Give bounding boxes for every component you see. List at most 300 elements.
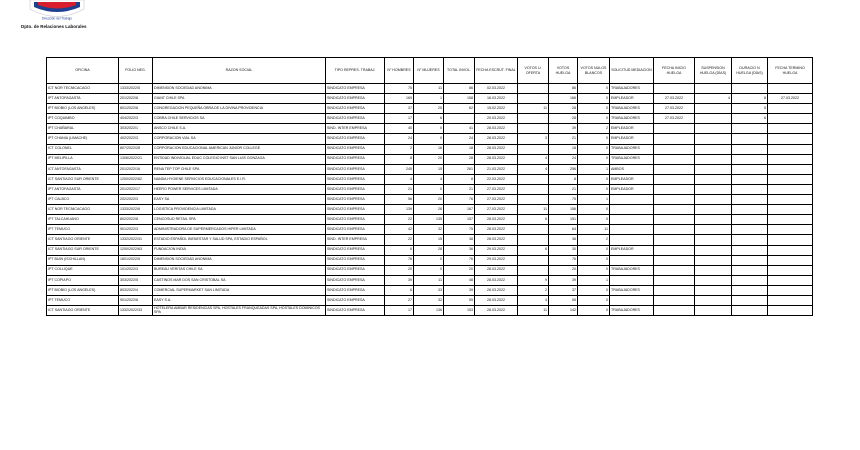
- table-row: [47, 285, 813, 295]
- table-cell: TRABAJADORES: [610, 144, 654, 154]
- table-cell: 2: [578, 124, 610, 134]
- table-cell: [654, 205, 695, 215]
- table-cell: [654, 306, 695, 316]
- table-cell: 201/2022/8: [119, 94, 153, 104]
- table-cell: HEERO POWER SERVICES LIMITADA: [153, 184, 326, 194]
- table-cell: 20.03.2022: [475, 114, 518, 124]
- table-cell: 0: [578, 154, 610, 164]
- table-cell: 18: [549, 144, 578, 154]
- table-cell: GIANT CHILE SPA: [153, 94, 326, 104]
- table-row: [47, 255, 813, 265]
- table-cell: 8: [732, 94, 768, 104]
- table-cell: [654, 195, 695, 205]
- table-cell: 156: [549, 205, 578, 215]
- table-cell: 2: [578, 235, 610, 245]
- column-header: RAZON SOCIAL: [153, 58, 326, 84]
- table-row: [47, 124, 813, 134]
- table-cell: IPT BUIN (ISCHILLAN): [47, 255, 119, 265]
- table-cell: 6: [732, 114, 768, 124]
- table-cell: 0: [578, 306, 610, 316]
- table-cell: SINDICATO EMPRESA: [326, 154, 385, 164]
- table-cell: SINDICATO EMPRESA: [326, 195, 385, 205]
- table-cell: 2: [518, 285, 549, 295]
- table-cell: [732, 245, 768, 255]
- table-cell: SINDICATO EMPRESA: [326, 104, 385, 114]
- table-cell: [768, 235, 813, 245]
- table-row: [47, 84, 813, 94]
- table-cell: 11: [414, 84, 444, 94]
- table-cell: SINDICATO EMPRESA: [326, 144, 385, 154]
- table-cell: [732, 215, 768, 225]
- table-cell: CORPORACION VIAL SA: [153, 134, 326, 144]
- table-cell: 166: [549, 94, 578, 104]
- table-cell: [610, 205, 654, 215]
- table-cell: 75: [549, 195, 578, 205]
- table-cell: 20: [385, 265, 414, 275]
- table-cell: 202/2022/3: [119, 195, 153, 205]
- table-cell: [654, 174, 695, 184]
- table-cell: SINDICATO EMPRESA: [326, 164, 385, 174]
- table-cell: [654, 144, 695, 154]
- table-cell: 39: [549, 275, 578, 285]
- table-cell: FUNDACION INDIA: [153, 245, 326, 255]
- table-cell: [695, 306, 732, 316]
- table-cell: 28.03.2022: [475, 295, 518, 305]
- table-row: [47, 104, 813, 114]
- table-row: [47, 195, 813, 205]
- table-cell: [695, 295, 732, 305]
- table-cell: 8: [385, 154, 414, 164]
- table-row: [47, 144, 813, 154]
- table-cell: 3: [518, 134, 549, 144]
- table-cell: 201/2022/17: [119, 184, 153, 194]
- table-cell: 0: [578, 205, 610, 215]
- table-cell: SINDICATO EMPRESA: [326, 134, 385, 144]
- table-cell: 6: [385, 285, 414, 295]
- table-cell: 4: [695, 94, 732, 104]
- table-cell: [518, 144, 549, 154]
- table-cell: 24: [549, 154, 578, 164]
- table-row: [47, 164, 813, 174]
- table-cell: HOTELERA AMBAR RESIDENCIAS SPA, HOSTALES FRANQUEADAS SPA, HOSTALES DOMINICOS SPA: [153, 306, 326, 316]
- table-cell: ANSCO CHILE S.A.: [153, 124, 326, 134]
- table-cell: 27.03.2022: [475, 205, 518, 215]
- table-cell: 256: [549, 164, 578, 174]
- table-cell: [732, 174, 768, 184]
- table-cell: 18: [444, 144, 475, 154]
- table-cell: 28: [444, 154, 475, 164]
- table-row: [47, 225, 813, 235]
- table-cell: [695, 114, 732, 124]
- table-cell: CASTINOS MAR DOS SAN CRISTOBAL SA: [153, 275, 326, 285]
- table-cell: SINDICATO EMPRESA: [326, 184, 385, 194]
- table-cell: 28.03.2022: [475, 225, 518, 235]
- table-cell: 1333/2022/8: [119, 205, 153, 215]
- table-cell: 0: [414, 184, 444, 194]
- table-cell: 0: [578, 255, 610, 265]
- table-cell: 22.03.2022: [475, 174, 518, 184]
- table-cell: [768, 195, 813, 205]
- table-cell: 39: [549, 124, 578, 134]
- table-cell: 0: [578, 174, 610, 184]
- table-cell: 20: [549, 265, 578, 275]
- table-cell: 39: [385, 275, 414, 285]
- table-cell: NANDA HYGIENE SERVICIOS EDUCACIONALES E.I.R.: [153, 174, 326, 184]
- table-cell: 21.03.2022: [475, 164, 518, 174]
- table-cell: [732, 225, 768, 235]
- table-cell: [695, 245, 732, 255]
- table-cell: 27: [385, 295, 414, 305]
- table-cell: [768, 225, 813, 235]
- table-cell: [695, 225, 732, 235]
- table-cell: 11: [518, 104, 549, 114]
- table-cell: [732, 144, 768, 154]
- table-cell: 27.03.2022: [654, 104, 695, 114]
- table-cell: ICT NOR TECNICACAGO: [47, 84, 119, 94]
- table-cell: 28.03.2022: [475, 265, 518, 275]
- table-cell: 802/2022/8: [119, 215, 153, 225]
- table-cell: 17: [385, 114, 414, 124]
- table-cell: SINDICATO EMPRESA: [326, 306, 385, 316]
- table-cell: 15.02.2022: [475, 104, 518, 114]
- column-header: FECHA ESCRUT. FINAL: [475, 58, 518, 84]
- table-cell: ICT NOR TECNICACAGO: [47, 205, 119, 215]
- table-cell: [654, 245, 695, 255]
- table-cell: 39: [444, 285, 475, 295]
- table-cell: [768, 154, 813, 164]
- table-cell: [768, 164, 813, 174]
- table-cell: 28.03.2022: [475, 124, 518, 134]
- table-cell: 40: [385, 124, 414, 134]
- table-cell: [518, 84, 549, 94]
- table-cell: 28: [414, 245, 444, 255]
- table-cell: 0: [414, 134, 444, 144]
- table-cell: [768, 215, 813, 225]
- table-cell: IPT CHAÑARAL: [47, 124, 119, 134]
- table-cell: 36: [549, 235, 578, 245]
- column-header: OFICINA: [47, 58, 119, 84]
- table-cell: 42: [385, 225, 414, 235]
- table-cell: [444, 114, 475, 124]
- table-cell: 28.03.2022: [475, 134, 518, 144]
- table-cell: [732, 265, 768, 275]
- table-cell: 86: [549, 84, 578, 94]
- table-cell: ICT SANTIAGO ORIENTE: [47, 306, 119, 316]
- table-cell: 4: [518, 154, 549, 164]
- table-cell: [732, 235, 768, 245]
- table-cell: 402/2022/3: [119, 134, 153, 144]
- table-cell: IPT COQUIMBO: [47, 114, 119, 124]
- table-row: [47, 154, 813, 164]
- table-row: [47, 94, 813, 104]
- table-cell: [610, 275, 654, 285]
- table-row: [47, 114, 813, 124]
- svg-text:Dirección del Trabajo: Dirección del Trabajo: [42, 16, 72, 21]
- table-cell: 16.03.2022: [475, 94, 518, 104]
- table-cell: 20: [414, 154, 444, 164]
- table-cell: ADMINISTRADORA DE SUPERMERCADOS HIPER LIMITADA: [153, 225, 326, 235]
- table-cell: TRABAJADORES: [610, 154, 654, 164]
- table-cell: 75: [385, 84, 414, 94]
- table-cell: CENCOSUD RETAIL SPA: [153, 215, 326, 225]
- table-cell: 21: [385, 184, 414, 194]
- table-cell: EMPLEADOR: [610, 245, 654, 255]
- table-cell: [695, 215, 732, 225]
- table-cell: [518, 174, 549, 184]
- table-cell: 59: [444, 295, 475, 305]
- table-cell: [654, 154, 695, 164]
- table-cell: [732, 275, 768, 285]
- table-cell: IPT ANTOFAGASTA: [47, 94, 119, 104]
- table-cell: [768, 84, 813, 94]
- table-cell: SINDICATO EMPRESA: [326, 84, 385, 94]
- table-cell: [732, 195, 768, 205]
- table-cell: DIMENSION SOCIEDAD ANONIMA: [153, 255, 326, 265]
- table-cell: 0: [578, 245, 610, 255]
- table-cell: 303/2022/1: [119, 124, 153, 134]
- table-cell: [518, 124, 549, 134]
- table-cell: [732, 134, 768, 144]
- table-cell: [768, 255, 813, 265]
- table-cell: [610, 255, 654, 265]
- table-cell: [768, 245, 813, 255]
- table-cell: SIND. INTER EMPRESA: [326, 124, 385, 134]
- table-row: [47, 295, 813, 305]
- column-header: VOTOS HUELGA: [549, 58, 578, 84]
- table-cell: 0: [578, 84, 610, 94]
- table-cell: 807/2022/28: [119, 144, 153, 154]
- column-header: TOTAL INVOL.: [444, 58, 475, 84]
- table-cell: 157: [444, 215, 475, 225]
- table-cell: [732, 164, 768, 174]
- table-cell: 27.03.2022: [475, 184, 518, 194]
- table-cell: TRABAJADORES: [610, 84, 654, 94]
- table-cell: 169: [385, 94, 414, 104]
- table-cell: [695, 255, 732, 265]
- table-row: [47, 265, 813, 275]
- table-cell: 0: [414, 255, 444, 265]
- table-cell: 0: [578, 265, 610, 275]
- table-cell: [695, 205, 732, 215]
- table-cell: 153: [444, 306, 475, 316]
- table-cell: 0: [578, 94, 610, 104]
- table-cell: [518, 114, 549, 124]
- table-cell: ENTIDAD INDIVIDUAL EDUC COLEGIO INST SAN LUIS GONZAGA: [153, 154, 326, 164]
- table-cell: [610, 225, 654, 235]
- table-cell: SINDICATO EMPRESA: [326, 94, 385, 104]
- table-cell: 1333/2022/5: [119, 84, 153, 94]
- table-cell: 33: [414, 285, 444, 295]
- table-cell: [732, 205, 768, 215]
- table-cell: [732, 154, 768, 164]
- table-cell: 21: [549, 134, 578, 144]
- table-cell: [732, 84, 768, 94]
- table-cell: 76: [385, 255, 414, 265]
- table-cell: [518, 235, 549, 245]
- table-cell: 28: [549, 104, 578, 114]
- table-cell: EMPLEADOR: [610, 94, 654, 104]
- column-header: TIPO REPRES. TRABAJ.: [326, 58, 385, 84]
- table-cell: [518, 225, 549, 235]
- table-cell: IPT TEMUCO: [47, 295, 119, 305]
- table-cell: [654, 265, 695, 275]
- table-cell: 901/2022/3: [119, 225, 153, 235]
- table-cell: 29.03.2022: [475, 255, 518, 265]
- table-cell: 151: [549, 215, 578, 225]
- table-cell: 28.03.2022: [475, 215, 518, 225]
- table-cell: CONGREGACION PEQUEÑA OBRA DE LA DIVINA PROVIDENCIA: [153, 104, 326, 114]
- table-cell: 6: [518, 215, 549, 225]
- table-cell: [654, 84, 695, 94]
- table-cell: ICT SANTIAGO SUR ORIENTE: [47, 245, 119, 255]
- table-header-row: [47, 58, 813, 84]
- table-row: [47, 134, 813, 144]
- table-cell: ICT COLONEL: [47, 144, 119, 154]
- table-cell: 32: [414, 225, 444, 235]
- table-cell: 167: [444, 205, 475, 215]
- table-cell: CORPORACION EDUCACIONAL AMERICAN JUNIOR COLLEGE: [153, 144, 326, 154]
- table-cell: 8: [444, 174, 475, 184]
- table-cell: 4: [414, 174, 444, 184]
- table-cell: 16: [414, 144, 444, 154]
- department-label: Dpto. de Relaciones Laborales: [21, 24, 87, 29]
- table-cell: 0: [414, 124, 444, 134]
- table-cell: 801/2022/8: [119, 104, 153, 114]
- table-cell: 15: [414, 235, 444, 245]
- column-header: N° MUJERES: [414, 58, 444, 84]
- table-cell: IPT CALBCO: [47, 195, 119, 205]
- table-cell: 24: [385, 134, 414, 144]
- table-cell: 28: [549, 114, 578, 124]
- table-cell: 11: [518, 306, 549, 316]
- table-cell: SINDICATO EMPRESA: [326, 295, 385, 305]
- table-cell: [654, 255, 695, 265]
- table-cell: 158: [444, 94, 475, 104]
- table-cell: 0: [578, 104, 610, 114]
- table-cell: IPT ANTOFAGASTA: [47, 184, 119, 194]
- table-cell: [695, 104, 732, 114]
- direccion-del-trabajo-logo: [28, 0, 86, 22]
- table-cell: 0: [578, 215, 610, 225]
- table-cell: 27.03.2022: [768, 94, 813, 104]
- table-cell: 37: [385, 104, 414, 114]
- table-cell: 27.03.2022: [654, 94, 695, 104]
- table-cell: 404/2022/3: [119, 114, 153, 124]
- column-header: SOLICITUD MEDIACION: [610, 58, 654, 84]
- table-cell: 0: [578, 184, 610, 194]
- table-cell: 0: [578, 144, 610, 154]
- table-cell: 6: [414, 114, 444, 124]
- table-cell: [695, 285, 732, 295]
- table-cell: ICT SANTIAGO ORIENTE: [47, 235, 119, 245]
- table-cell: 803/2022/4: [119, 285, 153, 295]
- table-cell: 9: [518, 275, 549, 285]
- table-cell: IPT TEMUCO: [47, 225, 119, 235]
- table-cell: 0: [578, 295, 610, 305]
- table-cell: [654, 295, 695, 305]
- table-cell: 201/2022/16: [119, 164, 153, 174]
- table-cell: 4: [518, 295, 549, 305]
- table-cell: [518, 255, 549, 265]
- table-cell: TRABAJADORES: [610, 285, 654, 295]
- table-cell: [768, 104, 813, 114]
- column-header: FECHA TERMINO HUELGA: [768, 58, 813, 84]
- table-cell: [768, 174, 813, 184]
- table-cell: EASY SA: [153, 195, 326, 205]
- table-cell: SINDICATO EMPRESA: [326, 215, 385, 225]
- table-cell: 1: [578, 275, 610, 285]
- table-cell: 28.03.2022: [475, 235, 518, 245]
- table-cell: 32: [414, 295, 444, 305]
- table-cell: [654, 215, 695, 225]
- table-row: [47, 275, 813, 285]
- table-cell: 02.03.2022: [475, 84, 518, 94]
- table-cell: 76: [444, 255, 475, 265]
- table-cell: 17: [385, 306, 414, 316]
- table-cell: [518, 195, 549, 205]
- table-cell: 76: [549, 255, 578, 265]
- table-cell: COBRA CHILE SERVICIOS SA: [153, 114, 326, 124]
- table-cell: [768, 275, 813, 285]
- table-cell: 27.03.2022: [475, 195, 518, 205]
- table-cell: SINDICATO EMPRESA: [326, 114, 385, 124]
- table-cell: 1: [414, 94, 444, 104]
- table-cell: 1332/2022/33: [119, 306, 153, 316]
- table-cell: [768, 295, 813, 305]
- table-cell: [654, 285, 695, 295]
- table-cell: [518, 184, 549, 194]
- table-cell: [768, 265, 813, 275]
- table-cell: SINDICATO EMPRESA: [326, 174, 385, 184]
- table-cell: [768, 184, 813, 194]
- column-header: SUSPENSION HUELGA (DÍAS): [695, 58, 732, 84]
- table-cell: 75: [444, 225, 475, 235]
- table-cell: SINDICATO EMPRESA: [326, 275, 385, 285]
- table-cell: SINDICATO EMPRESA: [326, 265, 385, 275]
- table-cell: [695, 265, 732, 275]
- table-cell: [768, 134, 813, 144]
- table-cell: 0: [578, 134, 610, 144]
- table-cell: 36: [444, 245, 475, 255]
- table-cell: 0: [578, 285, 610, 295]
- table-cell: [654, 235, 695, 245]
- table-cell: 28.03.2022: [475, 285, 518, 295]
- column-header: FECHA INICIO HUELGA: [654, 58, 695, 84]
- table-cell: 76: [444, 195, 475, 205]
- table-cell: 28.03.2022: [475, 144, 518, 154]
- table-cell: [695, 174, 732, 184]
- table-body: [47, 84, 813, 316]
- table-cell: EASY S.A.: [153, 295, 326, 305]
- table-cell: EMPLEADOR: [610, 134, 654, 144]
- column-header: DURACIO N HUELGA (DÍAS): [732, 58, 768, 84]
- table-cell: [654, 164, 695, 174]
- table-cell: 56: [385, 195, 414, 205]
- table-cell: [695, 235, 732, 245]
- table-cell: 8: [549, 174, 578, 184]
- table-cell: 86: [444, 84, 475, 94]
- table-cell: ICT ANTOFAGASTA: [47, 164, 119, 174]
- table-cell: LOGISTICA PROVIDENCIA LIMITADA: [153, 205, 326, 215]
- table-cell: 21: [549, 184, 578, 194]
- table-row: [47, 174, 813, 184]
- table-cell: [768, 306, 813, 316]
- table-cell: [768, 124, 813, 134]
- table-cell: 135: [414, 215, 444, 225]
- column-header: VOTOS U. OFERTA: [518, 58, 549, 84]
- table-cell: [732, 295, 768, 305]
- table-cell: 901/2022/8: [119, 295, 153, 305]
